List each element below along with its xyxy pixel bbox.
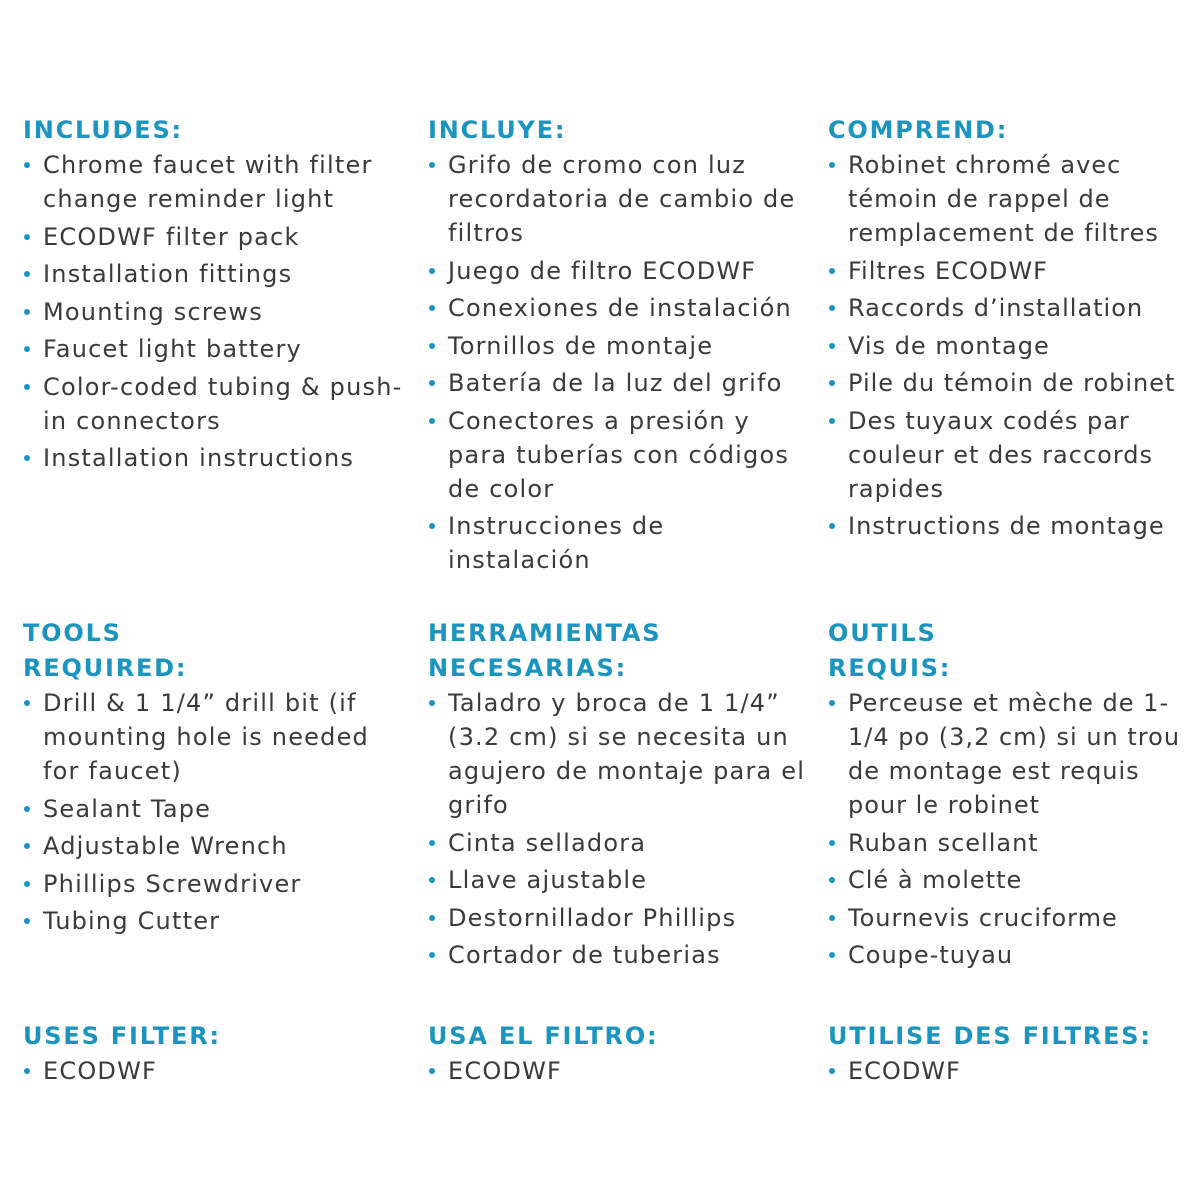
bullet-icon	[829, 343, 835, 349]
list-item-text: Tournevis cruciforme	[848, 903, 1118, 932]
includes-list	[23, 148, 403, 475]
list-item-text: Conectores a presión y para tuberías con códigos de color	[448, 406, 790, 503]
list-item-text: ECODWF	[848, 1057, 961, 1085]
bullet-icon	[829, 915, 835, 921]
list-item	[428, 826, 808, 860]
bullet-icon	[429, 380, 435, 386]
list-item-text: Raccords d’installation	[848, 294, 1144, 322]
list-item	[828, 291, 1200, 325]
includes-section-en	[23, 113, 403, 479]
list-item-text: Drill & 1 1/4” drill bit (if mounting hole is needed for faucet)	[43, 689, 369, 785]
tools-section-fr	[828, 616, 1200, 976]
list-item-text: Taladro y broca de 1 1/4” (3.2 cm) si se necesita un agujero de montaje para el grifo	[448, 689, 806, 819]
bullet-icon	[829, 380, 835, 386]
bullet-icon	[829, 268, 835, 274]
list-item-text: Color-coded tubing & push-in connectors	[43, 372, 403, 435]
list-item	[428, 938, 808, 972]
list-item-text: Cortador de tuberias	[448, 941, 721, 969]
list-item	[428, 901, 808, 935]
list-item	[428, 404, 808, 506]
list-item-text: Phillips Screwdriver	[43, 869, 302, 898]
includes-heading: INCLUDES:	[23, 116, 183, 144]
list-item	[828, 826, 1200, 860]
list-item-text: Batería de la luz del grifo	[448, 369, 783, 397]
list-item	[828, 366, 1200, 400]
bullet-icon	[829, 700, 835, 706]
list-item-text: Ruban scellant	[848, 828, 1039, 857]
bullet-icon	[24, 455, 30, 461]
list-item-text: Pile du témoin de robinet	[848, 369, 1176, 397]
list-item-text: Filtres ECODWF	[848, 256, 1048, 285]
list-item	[428, 148, 808, 250]
list-item	[23, 148, 403, 216]
bullet-icon	[24, 271, 30, 277]
bullet-icon	[24, 162, 30, 168]
list-item	[828, 329, 1200, 363]
list-item-text: Tubing Cutter	[43, 907, 221, 935]
list-item-text: Des tuyaux codés par couleur et des raccords rapides	[848, 406, 1153, 503]
list-item	[828, 404, 1200, 506]
list-item	[23, 370, 403, 438]
list-item	[828, 148, 1200, 250]
bullet-icon	[24, 1068, 30, 1074]
bullet-icon	[429, 268, 435, 274]
list-item-text: Mounting screws	[43, 297, 263, 326]
bullet-icon	[429, 162, 435, 168]
list-item	[828, 863, 1200, 897]
list-item	[23, 904, 403, 938]
tools-heading: OUTILS REQUIS:	[828, 619, 952, 682]
bullet-icon	[24, 384, 30, 390]
uses-filter-heading: USES FILTER:	[23, 1022, 221, 1050]
list-item	[428, 329, 808, 363]
list-item	[23, 220, 403, 254]
list-item	[23, 441, 403, 475]
bullet-icon	[24, 806, 30, 812]
uses-filter-section-es	[428, 1019, 808, 1092]
list-item	[428, 1054, 808, 1088]
list-item-text: Installation instructions	[43, 444, 355, 472]
bullet-icon	[829, 305, 835, 311]
uses-filter-section-fr	[828, 1019, 1200, 1092]
bullet-icon	[24, 700, 30, 706]
bullet-icon	[829, 1068, 835, 1074]
list-item	[23, 792, 403, 826]
bullet-icon	[829, 162, 835, 168]
list-item-text: Grifo de cromo con luz recordatoria de cambio de filtros	[448, 151, 796, 247]
list-item	[428, 509, 808, 577]
bullet-icon	[24, 309, 30, 315]
list-item-text: Tornillos de montaje	[448, 331, 714, 360]
list-item	[23, 686, 403, 788]
list-item-text: ECODWF	[448, 1057, 563, 1085]
bullet-icon	[24, 234, 30, 240]
list-item-text: ECODWF	[43, 1057, 158, 1085]
bullet-icon	[829, 523, 835, 529]
bullet-icon	[24, 843, 30, 849]
list-item	[428, 254, 808, 288]
bullet-icon	[429, 952, 435, 958]
list-item	[828, 938, 1200, 972]
uses-filter-heading: UTILISE DES FILTRES:	[828, 1022, 1152, 1050]
list-item	[23, 257, 403, 291]
list-item-text: Perceuse et mèche de 1-1/4 po (3,2 cm) si un trou de montage est requis pour le robinet	[848, 689, 1181, 819]
bullet-icon	[829, 840, 835, 846]
includes-section-es	[428, 113, 808, 581]
list-item-text: Installation fittings	[43, 260, 293, 288]
list-item	[23, 295, 403, 329]
list-item	[428, 863, 808, 897]
bullet-icon	[829, 952, 835, 958]
list-item	[428, 291, 808, 325]
list-item	[428, 686, 808, 822]
list-item	[828, 1054, 1200, 1088]
list-item-text: Conexiones de instalación	[448, 294, 792, 322]
list-item-text: Faucet light battery	[43, 335, 302, 363]
list-item-text: Llave ajustable	[448, 866, 648, 894]
uses-filter-section-en	[23, 1019, 403, 1092]
list-item-text: Clé à molette	[848, 866, 1023, 894]
bullet-icon	[24, 881, 30, 887]
includes-list	[428, 148, 808, 577]
list-item	[828, 509, 1200, 543]
list-item-text: Destornillador Phillips	[448, 903, 737, 932]
bullet-icon	[429, 915, 435, 921]
bullet-icon	[429, 418, 435, 424]
bullet-icon	[429, 877, 435, 883]
tools-heading: TOOLS REQUIRED:	[23, 619, 188, 682]
bullet-icon	[24, 918, 30, 924]
tools-list	[828, 686, 1200, 972]
uses-filter-list	[23, 1054, 403, 1088]
bullet-icon	[429, 305, 435, 311]
list-item-text: Sealant Tape	[43, 794, 212, 823]
includes-heading: COMPREND:	[828, 116, 1009, 144]
list-item-text: Adjustable Wrench	[43, 832, 288, 860]
bullet-icon	[829, 418, 835, 424]
list-item-text: Juego de filtro ECODWF	[448, 256, 757, 285]
list-item	[23, 829, 403, 863]
bullet-icon	[429, 700, 435, 706]
list-item	[23, 332, 403, 366]
list-item	[23, 867, 403, 901]
bullet-icon	[429, 840, 435, 846]
tools-list	[23, 686, 403, 938]
bullet-icon	[429, 343, 435, 349]
list-item-text: Chrome faucet with filter change reminder light	[43, 151, 373, 213]
bullet-icon	[829, 877, 835, 883]
includes-heading: INCLUYE:	[428, 116, 567, 144]
uses-filter-heading: USA EL FILTRO:	[428, 1022, 659, 1050]
list-item	[23, 1054, 403, 1088]
list-item	[828, 901, 1200, 935]
list-item-text: Instructions de montage	[848, 512, 1165, 540]
list-item-text: Vis de montage	[848, 331, 1050, 360]
includes-list	[828, 148, 1200, 543]
list-item	[428, 366, 808, 400]
tools-section-en	[23, 616, 403, 942]
bullet-icon	[429, 1068, 435, 1074]
tools-list	[428, 686, 808, 972]
uses-filter-list	[828, 1054, 1200, 1088]
uses-filter-list	[428, 1054, 808, 1088]
bullet-icon	[24, 346, 30, 352]
list-item-text: ECODWF filter pack	[43, 222, 300, 251]
tools-section-es	[428, 616, 808, 976]
list-item-text: Instrucciones de instalación	[448, 512, 665, 574]
list-item-text: Cinta selladora	[448, 828, 647, 857]
list-item-text: Robinet chromé avec témoin de rappel de remplacement de filtres	[848, 151, 1159, 247]
includes-section-fr	[828, 113, 1200, 547]
list-item-text: Coupe-tuyau	[848, 941, 1014, 969]
list-item	[828, 254, 1200, 288]
tools-heading: HERRAMIENTAS NECESARIAS:	[428, 619, 662, 682]
bullet-icon	[429, 523, 435, 529]
list-item	[828, 686, 1200, 822]
